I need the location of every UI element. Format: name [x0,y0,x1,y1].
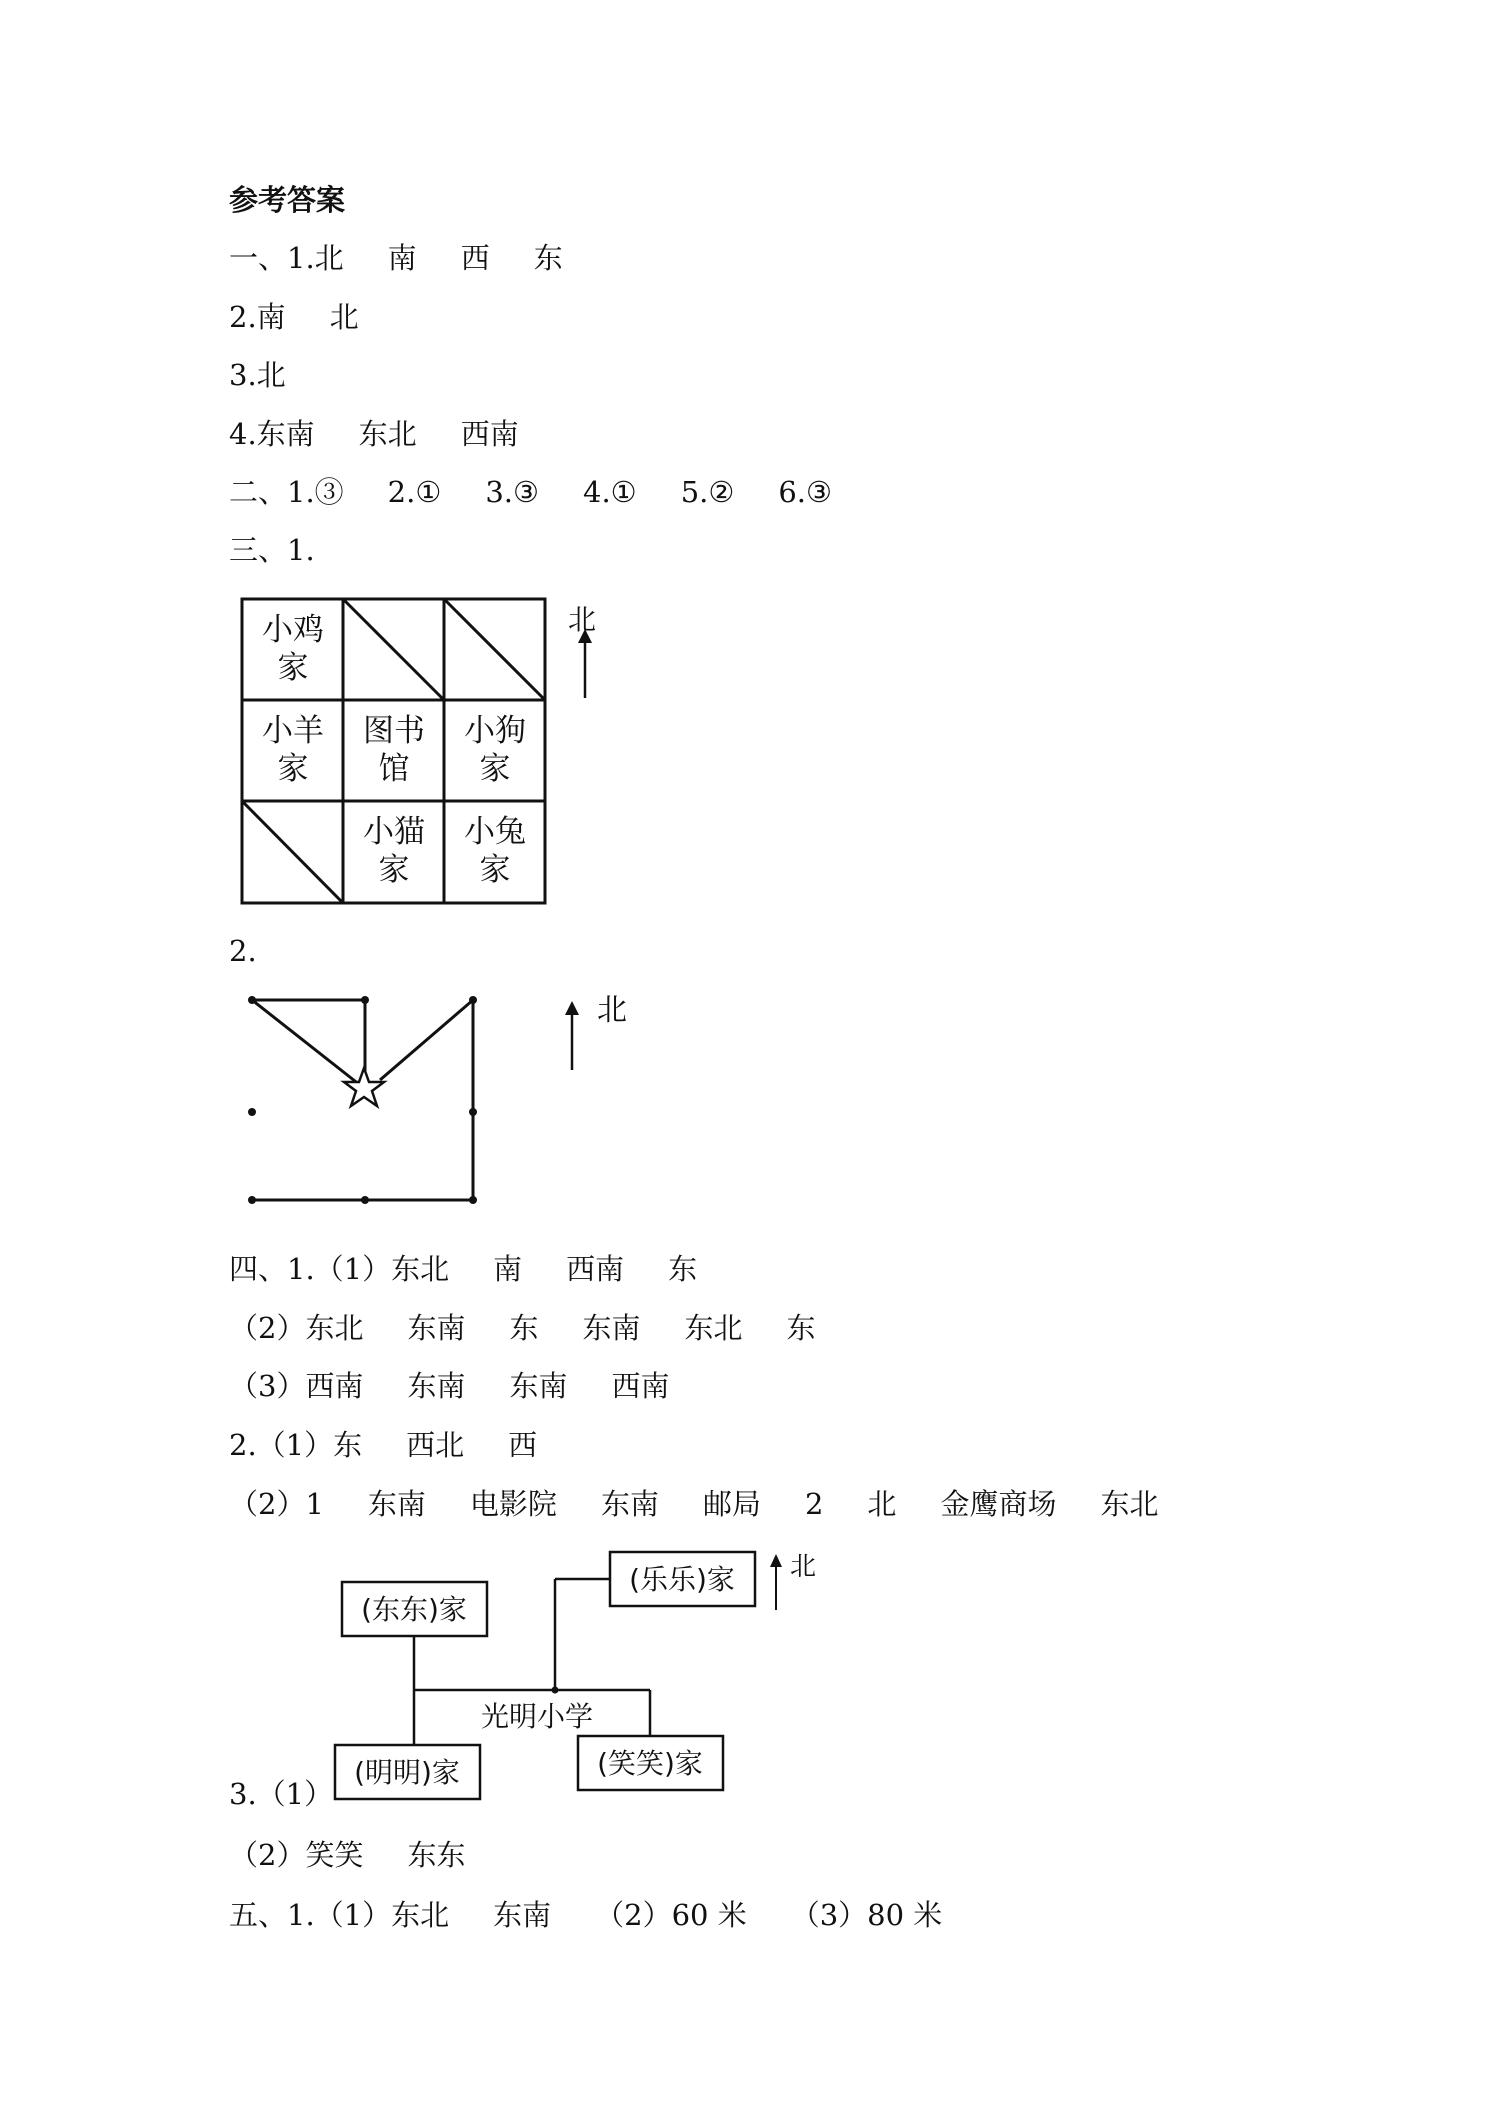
answer-line-13: 3.（1） [229,1777,334,1811]
answer-line-11: 2.（1）东 西北 西 [229,1428,538,1462]
mingming-home-label: (明明)家 [354,1756,460,1789]
svg-text:家: 家 [479,751,511,787]
answer-line-3: 3.北 [229,358,286,392]
answer-line-1: 一、1.北 南 西 东 [229,241,563,275]
svg-text:家: 家 [277,650,309,686]
answer-line-5: 二、1.③ 2.① 3.③ 4.① 5.② 6.③ [229,475,833,509]
cell-library: 图书 [363,713,425,749]
school-map-figure [330,1540,830,1814]
svg-text:家: 家 [378,852,410,888]
empty-cell-diagonal [242,801,343,903]
north-label: 北 [567,603,597,636]
star-icon [344,1068,384,1106]
answer-line-7: 2. [229,934,257,968]
answer-line-10: （3）西南 东南 东南 西南 [229,1369,670,1403]
north-arrow-head [770,1554,782,1567]
answer-line-2: 2.南 北 [229,300,359,334]
empty-cell-diagonal [343,599,444,700]
empty-cell-diagonal [444,599,545,700]
cell-rabbit-home: 小兔 [464,814,526,850]
cell-cat-home: 小猫 [363,814,425,850]
lele-home-label: (乐乐)家 [629,1563,735,1596]
answer-line-6: 三、1. [229,533,315,567]
north-label: 北 [789,1552,817,1582]
north-label: 北 [597,993,627,1028]
route-map-figure [240,985,660,1229]
svg-text:家: 家 [277,751,309,787]
svg-text:馆: 馆 [378,751,410,787]
answer-line-9: （2）东北 东南 东 东南 东北 东 [229,1311,816,1345]
page-title: 参考答案 [229,183,346,217]
cell-chick-home: 小鸡 [262,612,324,648]
answer-line-8: 四、1.（1）东北 南 西南 东 [229,1252,698,1286]
cell-sheep-home: 小羊 [262,713,324,749]
xiaoxiao-home-label: (笑笑)家 [597,1747,703,1780]
answer-line-15: 五、1.（1）东北 东南 （2）60 米 （3）80 米 [229,1898,943,1932]
grid-map-figure [238,595,598,914]
answer-line-4: 4.东南 东北 西南 [229,417,519,451]
answer-line-14: （2）笑笑 东东 [229,1838,466,1872]
answer-line-12: （2）1 东南 电影院 东南 邮局 2 北 金鹰商场 东北 [229,1487,1159,1521]
school-label: 光明小学 [480,1700,594,1733]
svg-text:家: 家 [479,852,511,888]
north-arrow-head [565,1001,579,1015]
cell-dog-home: 小狗 [464,713,526,749]
dongdong-home-label: (东东)家 [361,1593,467,1626]
